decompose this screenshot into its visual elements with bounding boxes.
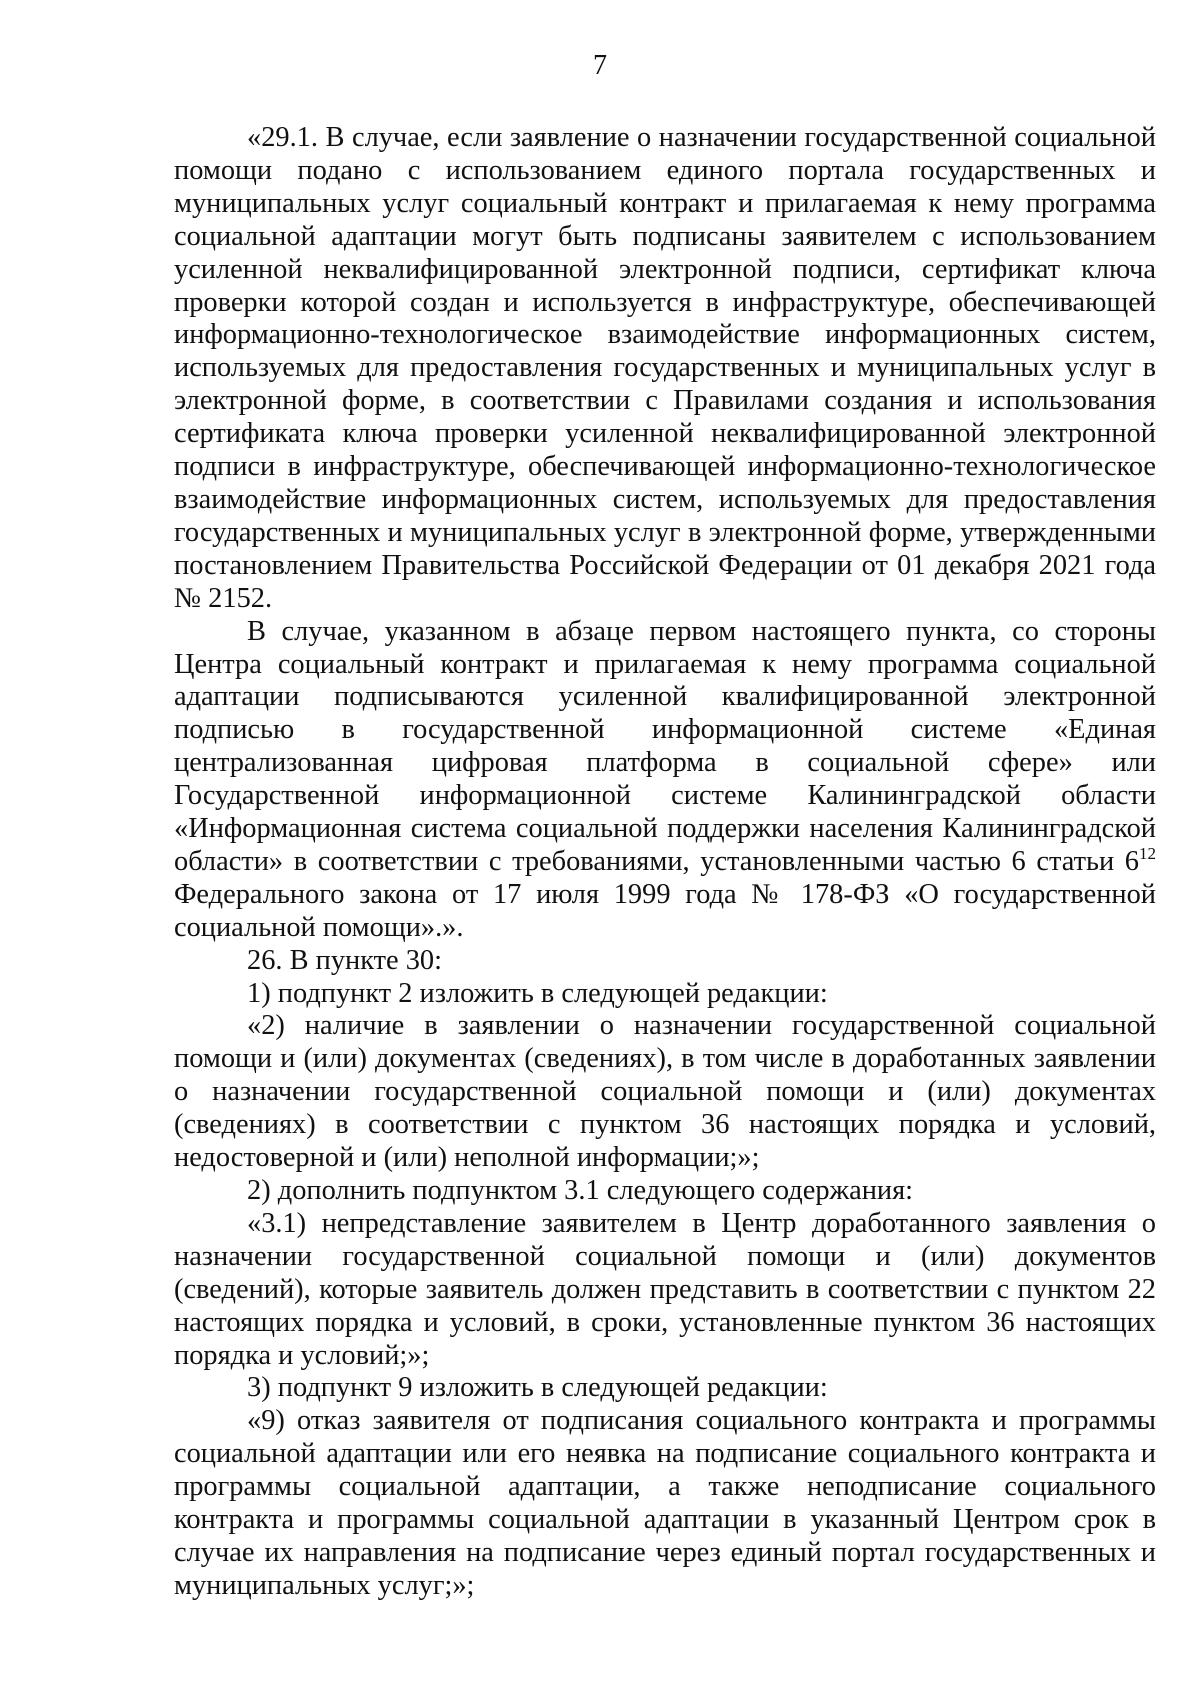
paragraph-subitem-2-text: «2) наличие в заявлении о назначении государственной социальной помощи и (или) документах (сведениях), в том числе в доработанных заявлении о назначении государственной социальной помощи и (или) документах (сведениях) в соответствии с пунктом 36 настоящих порядка и условий, недостоверной и (или) неполной информации;»; bbox=[174, 1010, 1156, 1174]
document-body bbox=[174, 122, 1156, 1603]
paragraph-center-signature-text-end: Федерального закона от 17 июля 1999 года № 178-ФЗ «О государственной социальной помощи».». bbox=[174, 878, 1156, 943]
paragraph-subitem-2-add: 2) дополнить подпунктом 3.1 следующего содержания: bbox=[247, 1175, 914, 1206]
paragraph-center-signature-text: В случае, указанном в абзаце первом настоящего пункта, со стороны Центра социальный контракт и прилагаемая к нему программа социальной адаптации подписываются усиленной квалифицированной электронной подписью в государственной информационной системе «Единая централизованная цифровая платформа в социальной сфере» или Государственной информационной системе Калининградской области «Информационная система социальной поддержки населения Калининградской области» в соответствии с требованиями, установленными частью 6 статьи 6 bbox=[174, 615, 1156, 877]
paragraph-subitem-1: 1) подпункт 2 изложить в следующей редакции: bbox=[247, 977, 828, 1009]
paragraph-subitem-3: 3) подпункт 9 изложить в следующей редакции: bbox=[247, 1372, 828, 1404]
paragraph-subitem-3-1-text: «3.1) непредставление заявителем в Центр доработанного заявления о назначении государственной социальной помощи и (или) документов (сведений), которые заявитель должен представить в соответствии с пунктом 22 настоящих порядка и условий, в сроки, установленные пунктом 36 настоящих порядка и условий;»; bbox=[174, 1207, 1156, 1371]
paragraph-29-1-intro: «29.1. В случае, если заявление о назначении государственной социальной помощи подано с использованием единого портала государственных и муниципальных услуг социальный контракт и прилагаемая к нему программа социальной адаптации могут быть подписаны заявителем с использованием усиленной неквалифицированной электронной подписи, сертификат ключа проверки которой создан и используется в инфраструктуре, обеспечивающей информационно-технологическое взаимодействие информационных систем, используемых для предоставления государственных и муниципальных услуг в электронной форме, в соответствии с Правилами создания и использования сертификата ключа проверки усиленной неквалифицированной электронной подписи в инфраструктуре, обеспечивающей информационно-технологическое взаимодействие информационных систем, используемых для предоставления государственных и муниципальных услуг в электронной форме, утвержденными постановлением Правительства Российской Федерации от 01 декабря 2021 года № 2152. bbox=[174, 122, 1156, 614]
page-number: 7 bbox=[593, 50, 607, 81]
paragraph-item-26: 26. В пункте 30: bbox=[247, 944, 443, 976]
paragraph-subitem-9-text: «9) отказ заявителя от подписания социального контракта и программы социальной адаптации или его неявка на подписание социального контракта и программы социальной адаптации, а также неподписание социального контракта и программы социальной адаптации в указанный Центром срок в случае их направления на подписание через единый портал государственных и муниципальных услуг;»; bbox=[174, 1405, 1156, 1601]
paragraph-center-signature bbox=[174, 616, 1156, 945]
article-superscript: 12 bbox=[1139, 843, 1156, 863]
